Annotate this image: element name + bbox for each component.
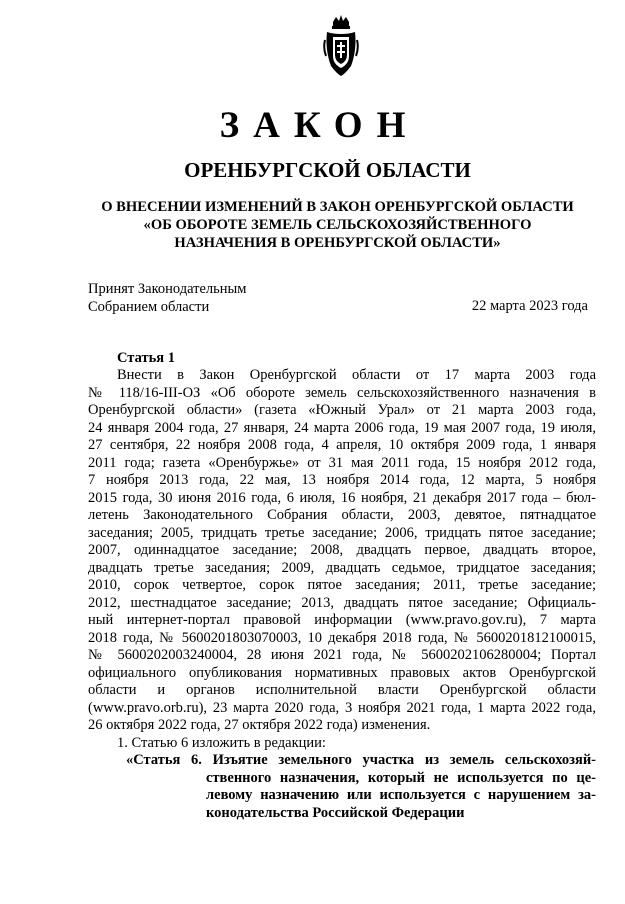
paragraph-line: № 118/16-III-ОЗ «Об обороте земель сельскохозяйственного назначения в (88, 384, 596, 401)
paragraph-line: 24 января 2004 года, 27 января, 24 марта 2006 года, 19 мая 2007 года, 19 июля, (88, 419, 596, 436)
amendment-item: 1. Статью 6 изложить в редакции: (117, 734, 326, 751)
paragraph-line: 2007, одиннадцатое заседание; 2008, двадцать первое, двадцать второе, (88, 542, 596, 558)
subtitle-line: О ВНЕСЕНИИ ИЗМЕНЕНИЙ В ЗАКОН ОРЕНБУРГСКОЙ ОБЛАСТИ (101, 199, 574, 215)
article-body (88, 367, 596, 752)
paragraph-line: двадцать третье заседания; 2009, двадцать седьмое, тридцатое заседания; (88, 559, 596, 576)
paragraph-line: (www.pravo.orb.ru), 23 марта 2020 года, 3 ноября 2021 года, 1 марта 2022 года, (88, 699, 596, 716)
region-title: ОРЕНБУРГСКОЙ ОБЛАСТИ (184, 158, 471, 182)
paragraph-line: № 5600202003240004, 28 июня 2021 года, № 5600202106280004; Портал (88, 647, 596, 663)
quote-line: левому назначению или используется с нарушением за- (206, 787, 596, 803)
paragraph-line: 2018 года, № 5600201803070003, 10 декабря 2018 года, № 5600201812100015, (88, 629, 596, 646)
paragraph-line: Оренбургской области» (газета «Южный Урал» от 21 марта 2003 года, (88, 402, 596, 418)
subtitle-line: НАЗНАЧЕНИЯ В ОРЕНБУРГСКОЙ ОБЛАСТИ» (174, 234, 501, 251)
article-heading: Статья 1 (117, 350, 175, 366)
paragraph-line: 2011 года; газета «Оренбуржье» от 31 мая 2011 года, 15 ноября 2012 года, (88, 454, 596, 471)
paragraph-line: заседания; 2005, тридцать третье заседание; 2006, тридцать пятое заседание; (88, 524, 596, 541)
adoption-statement (88, 281, 246, 316)
quote-line: ственного назначения, который не используется по це- (206, 769, 596, 786)
paragraph-line: Внести в Закон Оренбургской области от 17 марта 2003 года (117, 367, 596, 383)
paragraph-line: 27 сентября, 22 ноября 2008 года, 4 апреля, 10 октября 2009 года, 1 января (88, 437, 596, 453)
quote-line: «Статья 6. Изъятие земельного участка из земель сельскохозяй- (126, 752, 596, 768)
paragraph-line: 7 ноября 2013 года, 22 мая, 13 ноября 2014 года, 12 марта, 5 ноября (88, 472, 596, 488)
paragraph-line: официального опубликования нормативных правовых актов Оренбургской (88, 664, 596, 681)
subtitle-line: «ОБ ОБОРОТЕ ЗЕМЕЛЬ СЕЛЬСКОХОЗЯЙСТВЕННОГО (143, 216, 532, 233)
paragraph-line: 2012, шестнадцатое заседание; 2013, двадцать пятое заседание; Официаль- (88, 594, 596, 611)
adoption-line: Принят Законодательным (88, 281, 247, 297)
adoption-line: Собранием области (88, 298, 210, 315)
paragraph-line: 26 октября 2022 года, 27 октября 2022 года) изменения. (88, 717, 431, 733)
adoption-date: 22 марта 2023 года (471, 298, 588, 314)
paragraph-line: области и органов исполнительной власти Оренбургской области (88, 682, 596, 698)
law-title: ЗАКОН (219, 105, 420, 146)
paragraph-line: 2015 года, 30 июня 2016 года, 6 июля, 16 ноября, 21 декабря 2017 года – бюл- (88, 489, 596, 506)
law-subtitle (80, 199, 595, 252)
coat-of-arms-emblem (323, 14, 359, 78)
paragraph-line: 2010, сорок четвертое, сорок пятое заседания; 2011, третье заседание; (88, 577, 596, 593)
paragraph-line: ный интернет-портал правовой информации (www.pravo.gov.ru), 7 марта (88, 612, 596, 628)
quoted-article-heading (126, 752, 596, 822)
paragraph-line: летень Законодательного Собрания области, 2003, девятое, пятнадцатое (88, 507, 596, 523)
quote-line: конодательства Российской Федерации (206, 804, 465, 821)
